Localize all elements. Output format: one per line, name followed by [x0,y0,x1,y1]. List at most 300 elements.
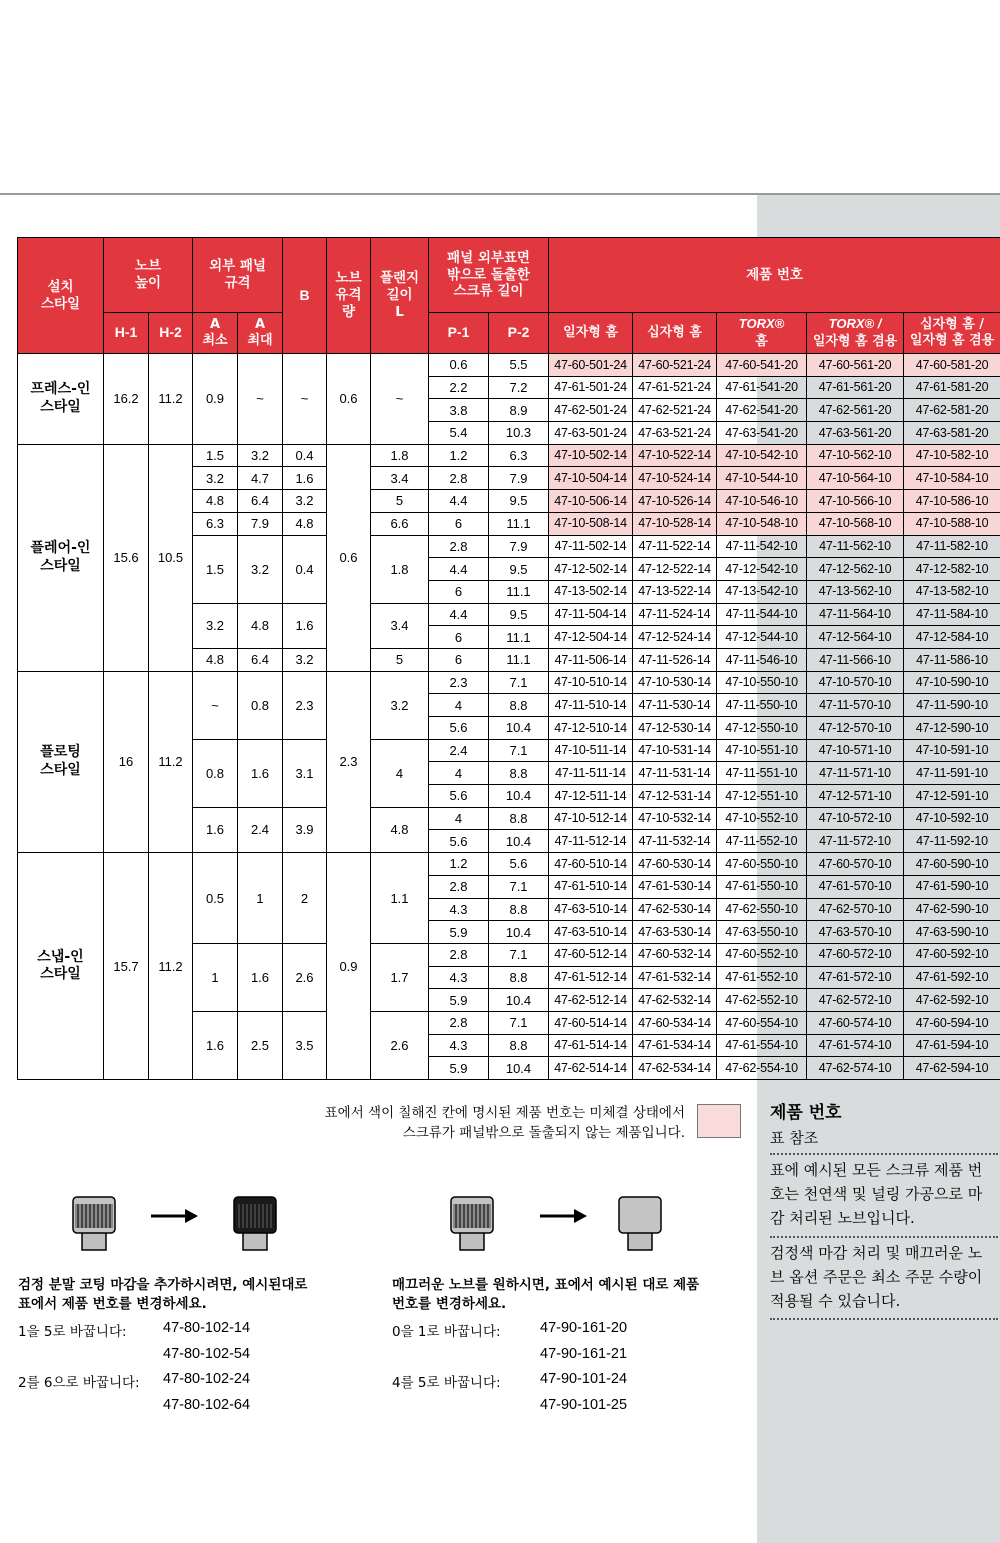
slot-part-number: 47-11-502-14 [549,535,633,558]
cross-slot-part-number: 47-62-594-10 [904,1057,1000,1080]
cross-slot-part-number: 47-60-581-20 [904,354,1000,377]
p2-cell: 10.4 [489,785,549,808]
torx-slot-part-number: 47-11-572-10 [807,830,904,853]
torx-slot-part-number: 47-12-564-10 [807,626,904,649]
cross-slot-part-number: 47-12-590-10 [904,717,1000,740]
th-product-number: 제품 번호 [549,238,1000,313]
flange-length-cell: 1.1 [371,853,429,944]
h1-cell: 15.6 [104,444,149,671]
torx-part-number: 47-10-552-10 [717,807,807,830]
p2-cell: 9.5 [489,490,549,513]
slot-part-number: 47-11-512-14 [549,830,633,853]
a-max-cell: 6.4 [238,490,283,513]
torx-part-number: 47-61-554-10 [717,1034,807,1057]
th-panel-spec: 외부 패널 규격 [193,238,283,313]
torx-slot-part-number: 47-62-572-10 [807,989,904,1012]
a-min-cell: 4.8 [193,648,238,671]
divider [770,1318,998,1320]
cross-slot-part-number: 47-11-592-10 [904,830,1000,853]
torx-slot-part-number: 47-12-562-10 [807,558,904,581]
torx-slot-part-number: 47-60-574-10 [807,1011,904,1034]
cross-part-number: 47-61-530-14 [633,875,717,898]
p2-cell: 7.1 [489,943,549,966]
part-number: 47-90-101-25 [540,1397,628,1413]
torx-slot-part-number: 47-11-566-10 [807,648,904,671]
flange-length-cell: 1.8 [371,535,429,603]
h2-cell: 11.2 [149,671,193,853]
torx-part-number: 47-11-542-10 [717,535,807,558]
sidebar-subtitle: 표 참조 [770,1129,819,1147]
p2-cell: 8.8 [489,807,549,830]
cross-slot-part-number: 47-11-590-10 [904,694,1000,717]
slot-part-number: 47-10-502-14 [549,444,633,467]
p2-cell: 10.4 [489,1057,549,1080]
cross-slot-part-number: 47-11-584-10 [904,603,1000,626]
slot-part-number: 47-61-510-14 [549,875,633,898]
cross-part-number: 47-62-521-24 [633,399,717,422]
p2-cell: 7.2 [489,376,549,399]
b-cell: 1.6 [283,467,327,490]
cross-slot-part-number: 47-13-582-10 [904,580,1000,603]
a-max-cell: 1 [238,853,283,944]
flange-length-cell: 6.6 [371,512,429,535]
smooth-replace-row-2 [392,1371,752,1391]
replace-label: 1을 5로 바꿉니다: [18,1324,127,1340]
cross-slot-part-number: 47-12-591-10 [904,785,1000,808]
torx-slot-part-number: 47-60-572-10 [807,943,904,966]
torx-part-number: 47-62-552-10 [717,989,807,1012]
cross-part-number: 47-10-530-14 [633,671,717,694]
knurled-knob-icon [450,1193,494,1251]
p2-cell: 11.1 [489,512,549,535]
slot-part-number: 47-11-504-14 [549,603,633,626]
cross-slot-part-number: 47-62-581-20 [904,399,1000,422]
part-number: 47-90-161-20 [540,1320,628,1336]
knob-play-cell: 0.6 [327,444,371,671]
p1-cell: 0.6 [429,354,489,377]
cross-part-number: 47-11-532-14 [633,830,717,853]
torx-part-number: 47-10-551-10 [717,739,807,762]
cross-slot-part-number: 47-10-582-10 [904,444,1000,467]
b-cell: ~ [283,354,327,445]
flange-length-cell: ~ [371,354,429,445]
torx-slot-part-number: 47-60-561-20 [807,354,904,377]
p1-cell: 2.8 [429,1011,489,1034]
torx-part-number: 47-10-544-10 [717,467,807,490]
slot-part-number: 47-62-514-14 [549,1057,633,1080]
p2-cell: 10.4 [489,830,549,853]
cross-part-number: 47-12-524-14 [633,626,717,649]
p1-cell: 5.4 [429,422,489,445]
cross-slot-part-number: 47-63-590-10 [904,921,1000,944]
black-coating-note: 검정 분말 코팅 마감을 추가하시려면, 예시된대로 표에서 제품 번호를 변경하세요. [18,1277,308,1312]
cross-slot-part-number: 47-60-590-10 [904,853,1000,876]
th-torx: TORX® 홈 [717,313,807,354]
cross-slot-part-number: 47-10-590-10 [904,671,1000,694]
torx-slot-part-number: 47-10-570-10 [807,671,904,694]
p1-cell: 1.2 [429,444,489,467]
p2-cell: 8.8 [489,898,549,921]
p2-cell: 11.1 [489,626,549,649]
cross-part-number: 47-61-534-14 [633,1034,717,1057]
torx-slot-part-number: 47-62-574-10 [807,1057,904,1080]
slot-part-number: 47-61-501-24 [549,376,633,399]
cross-part-number: 47-12-522-14 [633,558,717,581]
p1-cell: 6 [429,626,489,649]
torx-slot-part-number: 47-61-570-10 [807,875,904,898]
cross-slot-part-number: 47-61-594-10 [904,1034,1000,1057]
part-number: 47-80-102-54 [163,1346,251,1362]
torx-part-number: 47-62-550-10 [717,898,807,921]
knob-play-cell: 0.6 [327,354,371,445]
torx-slot-part-number: 47-13-562-10 [807,580,904,603]
p1-cell: 2.8 [429,535,489,558]
slot-part-number: 47-61-514-14 [549,1034,633,1057]
slot-part-number: 47-13-502-14 [549,580,633,603]
b-cell: 2 [283,853,327,944]
torx-slot-part-number: 47-60-570-10 [807,853,904,876]
b-cell: 3.2 [283,490,327,513]
cross-part-number: 47-62-532-14 [633,989,717,1012]
smooth-knob-note: 매끄러운 노브를 원하시면, 표에서 예시된 대로 제품 번호를 변경하세요. [392,1277,700,1312]
torx-part-number: 47-11-550-10 [717,694,807,717]
legend-text: 표에서 색이 칠해진 칸에 명시된 제품 번호는 미체결 상태에서 스크류가 패널밖으로 돌출되지 않는 제품입니다. [324,1105,685,1141]
a-max-cell: 3.2 [238,444,283,467]
cross-slot-part-number: 47-11-582-10 [904,535,1000,558]
torx-part-number: 47-62-541-20 [717,399,807,422]
p1-cell: 6 [429,580,489,603]
cross-part-number: 47-60-530-14 [633,853,717,876]
th-h1: H-1 [104,313,149,354]
p1-cell: 4 [429,807,489,830]
replace-label: 0을 1로 바꿉니다: [392,1324,501,1340]
a-max-cell: 4.8 [238,603,283,648]
flange-length-cell: 2.6 [371,1011,429,1079]
torx-part-number: 47-60-550-10 [717,853,807,876]
torx-part-number: 47-60-554-10 [717,1011,807,1034]
slot-part-number: 47-11-506-14 [549,648,633,671]
torx-slot-part-number: 47-62-570-10 [807,898,904,921]
table-row [18,354,1000,377]
torx-part-number: 47-63-541-20 [717,422,807,445]
flange-length-cell: 5 [371,648,429,671]
part-number: 47-80-102-24 [163,1371,251,1387]
p2-cell: 8.8 [489,694,549,717]
a-min-cell: 1.6 [193,807,238,852]
a-min-cell: 1.5 [193,535,238,603]
a-max-cell: 6.4 [238,648,283,671]
cross-part-number: 47-63-521-24 [633,422,717,445]
slot-part-number: 47-63-510-14 [549,898,633,921]
h1-cell: 15.7 [104,853,149,1080]
cross-part-number: 47-11-524-14 [633,603,717,626]
a-min-cell: 1.5 [193,444,238,467]
cross-part-number: 47-62-534-14 [633,1057,717,1080]
part-number: 47-80-102-64 [163,1397,251,1413]
flange-length-cell: 4.8 [371,807,429,852]
black-knob-icon [233,1193,277,1251]
p1-cell: 4.3 [429,898,489,921]
cross-part-number: 47-13-522-14 [633,580,717,603]
install-style-cell: 스냅-인 스타일 [18,853,104,1080]
torx-part-number: 47-12-551-10 [717,785,807,808]
p1-cell: 2.8 [429,467,489,490]
p2-cell: 8.9 [489,399,549,422]
th-screw-length: 패널 외부표면 밖으로 돌출한 스크류 길이 [429,238,549,313]
torx-slot-part-number: 47-11-570-10 [807,694,904,717]
torx-slot-part-number: 47-10-568-10 [807,512,904,535]
arrow-right-icon [151,1207,199,1225]
cross-slot-part-number: 47-62-590-10 [904,898,1000,921]
slot-part-number: 47-12-511-14 [549,785,633,808]
slot-part-number: 47-63-510-14 [549,921,633,944]
p1-cell: 6 [429,648,489,671]
torx-slot-part-number: 47-10-571-10 [807,739,904,762]
cross-part-number: 47-10-531-14 [633,739,717,762]
slot-part-number: 47-11-510-14 [549,694,633,717]
cross-slot-part-number: 47-61-590-10 [904,875,1000,898]
a-max-cell: ~ [238,354,283,445]
p1-cell: 5.9 [429,1057,489,1080]
p2-cell: 8.8 [489,762,549,785]
cross-part-number: 47-11-530-14 [633,694,717,717]
part-number: 47-90-101-24 [540,1371,628,1387]
slot-part-number: 47-10-508-14 [549,512,633,535]
cross-part-number: 47-60-532-14 [633,943,717,966]
legend-swatch [697,1104,741,1138]
flange-length-cell: 3.2 [371,671,429,739]
th-p2: P-2 [489,313,549,354]
p1-cell: 2.4 [429,739,489,762]
p2-cell: 7.9 [489,467,549,490]
p1-cell: 4.4 [429,558,489,581]
cross-slot-part-number: 47-12-582-10 [904,558,1000,581]
slot-part-number: 47-62-512-14 [549,989,633,1012]
th-p1: P-1 [429,313,489,354]
table-row [18,444,1000,467]
replace-label: 4를 5로 바꿉니다: [392,1375,501,1391]
cross-part-number: 47-61-521-24 [633,376,717,399]
b-cell: 0.4 [283,535,327,603]
torx-part-number: 47-13-542-10 [717,580,807,603]
slot-part-number: 47-10-504-14 [549,467,633,490]
torx-slot-part-number: 47-11-564-10 [807,603,904,626]
a-max-cell: 1.6 [238,943,283,1011]
a-min-cell: 4.8 [193,490,238,513]
a-min-cell: 0.5 [193,853,238,944]
torx-part-number: 47-10-546-10 [717,490,807,513]
torx-slot-part-number: 47-10-566-10 [807,490,904,513]
a-max-cell: 4.7 [238,467,283,490]
a-min-cell: 1.6 [193,1011,238,1079]
p2-cell: 10.4 [489,989,549,1012]
torx-part-number: 47-11-551-10 [717,762,807,785]
torx-slot-part-number: 47-11-562-10 [807,535,904,558]
a-min-cell: 6.3 [193,512,238,535]
p1-cell: 4 [429,694,489,717]
cross-slot-part-number: 47-62-592-10 [904,989,1000,1012]
cross-part-number: 47-10-522-14 [633,444,717,467]
smooth-replace-row-1 [392,1320,752,1340]
torx-part-number: 47-11-544-10 [717,603,807,626]
black-replace-row-1 [18,1320,398,1340]
table-row [18,671,1000,694]
sidebar-title: 제품 번호 [770,1103,842,1123]
slot-part-number: 47-11-511-14 [549,762,633,785]
slot-part-number: 47-10-510-14 [549,671,633,694]
flange-length-cell: 3.4 [371,467,429,490]
p2-cell: 11.1 [489,580,549,603]
p1-cell: 5.6 [429,830,489,853]
torx-part-number: 47-11-546-10 [717,648,807,671]
h1-cell: 16 [104,671,149,853]
cross-slot-part-number: 47-60-592-10 [904,943,1000,966]
torx-slot-part-number: 47-12-571-10 [807,785,904,808]
torx-part-number: 47-12-550-10 [717,717,807,740]
smooth-replace-row-1b [392,1346,752,1366]
b-cell: 3.9 [283,807,327,852]
a-max-cell: 7.9 [238,512,283,535]
cross-part-number: 47-10-528-14 [633,512,717,535]
torx-part-number: 47-10-548-10 [717,512,807,535]
p1-cell: 5.9 [429,989,489,1012]
knob-play-cell: 0.9 [327,853,371,1080]
part-number: 47-90-161-21 [540,1346,628,1362]
divider [770,1153,998,1155]
p2-cell: 9.5 [489,558,549,581]
install-style-cell: 플레어-인 스타일 [18,444,104,671]
replace-label: 2를 6으로 바꿉니다: [18,1375,140,1391]
th-knob-play: 노브 유격 량 [327,238,371,354]
cross-slot-part-number: 47-11-591-10 [904,762,1000,785]
p1-cell: 6 [429,512,489,535]
black-replace-row-2 [18,1371,398,1391]
cross-slot-part-number: 47-10-586-10 [904,490,1000,513]
torx-slot-part-number: 47-63-570-10 [807,921,904,944]
p2-cell: 5.6 [489,853,549,876]
knob-play-cell: 2.3 [327,671,371,853]
flange-length-cell: 4 [371,739,429,807]
p1-cell: 2.8 [429,943,489,966]
arrow-right-icon [540,1207,588,1225]
cross-slot-part-number: 47-63-581-20 [904,422,1000,445]
table-body [18,354,1000,1080]
p1-cell: 4 [429,762,489,785]
torx-slot-part-number: 47-63-561-20 [807,422,904,445]
cross-slot-part-number: 47-61-581-20 [904,376,1000,399]
torx-part-number: 47-10-550-10 [717,671,807,694]
flange-length-cell: 1.8 [371,444,429,467]
p2-cell: 10.4 [489,921,549,944]
slot-part-number: 47-60-514-14 [549,1011,633,1034]
cross-part-number: 47-60-521-24 [633,354,717,377]
p1-cell: 3.8 [429,399,489,422]
a-max-cell: 1.6 [238,739,283,807]
cross-slot-part-number: 47-11-586-10 [904,648,1000,671]
torx-slot-part-number: 47-62-561-20 [807,399,904,422]
p1-cell: 4.3 [429,1034,489,1057]
h1-cell: 16.2 [104,354,149,445]
slot-part-number: 47-10-506-14 [549,490,633,513]
sidebar-paragraph-1: 표에 예시된 모든 스크류 제품 번호는 천연색 및 널링 가공으로 마감 처리된 노브입니다. [770,1161,983,1227]
a-min-cell: 0.9 [193,354,238,445]
p2-cell: 7.1 [489,1011,549,1034]
p1-cell: 5.6 [429,785,489,808]
p1-cell: 5.6 [429,717,489,740]
cross-part-number: 47-12-531-14 [633,785,717,808]
torx-slot-part-number: 47-61-561-20 [807,376,904,399]
torx-slot-part-number: 47-61-574-10 [807,1034,904,1057]
th-a-min: A 최소 [193,313,238,354]
cross-slot-part-number: 47-10-588-10 [904,512,1000,535]
torx-part-number: 47-12-542-10 [717,558,807,581]
torx-part-number: 47-12-544-10 [717,626,807,649]
th-torx-slot: TORX® / 일자형 홈 겸용 [807,313,904,354]
slot-part-number: 47-12-502-14 [549,558,633,581]
black-replace-row-2b [18,1397,398,1417]
b-cell: 2.3 [283,671,327,739]
slot-part-number: 47-12-510-14 [549,717,633,740]
cross-part-number: 47-12-530-14 [633,717,717,740]
p2-cell: 7.9 [489,535,549,558]
torx-slot-part-number: 47-10-572-10 [807,807,904,830]
a-min-cell: 3.2 [193,603,238,648]
cross-slot-part-number: 47-10-584-10 [904,467,1000,490]
a-max-cell: 3.2 [238,535,283,603]
th-flange-length: 플랜지 길이 L [371,238,429,354]
slot-part-number: 47-60-510-14 [549,853,633,876]
p2-cell: 9.5 [489,603,549,626]
divider [770,1236,998,1238]
p2-cell: 7.1 [489,671,549,694]
torx-part-number: 47-63-550-10 [717,921,807,944]
cross-part-number: 47-63-530-14 [633,921,717,944]
a-min-cell: ~ [193,671,238,739]
flange-length-cell: 3.4 [371,603,429,648]
cross-slot-part-number: 47-10-592-10 [904,807,1000,830]
th-h2: H-2 [149,313,193,354]
cross-slot-part-number: 47-12-584-10 [904,626,1000,649]
p1-cell: 4.3 [429,966,489,989]
th-b: B [283,238,327,354]
a-max-cell: 0.8 [238,671,283,739]
a-max-cell: 2.5 [238,1011,283,1079]
torx-slot-part-number: 47-61-572-10 [807,966,904,989]
p2-cell: 8.8 [489,1034,549,1057]
th-slot: 일자형 홈 [549,313,633,354]
p2-cell: 5.5 [489,354,549,377]
cross-part-number: 47-60-534-14 [633,1011,717,1034]
product-table [17,237,1000,1080]
torx-part-number: 47-61-550-10 [717,875,807,898]
h2-cell: 11.2 [149,354,193,445]
flange-length-cell: 5 [371,490,429,513]
cross-slot-part-number: 47-10-591-10 [904,739,1000,762]
cross-part-number: 47-11-526-14 [633,648,717,671]
p1-cell: 2.3 [429,671,489,694]
p1-cell: 5.9 [429,921,489,944]
p2-cell: 6.3 [489,444,549,467]
torx-part-number: 47-61-552-10 [717,966,807,989]
p1-cell: 2.8 [429,875,489,898]
p2-cell: 10.4 [489,717,549,740]
b-cell: 2.6 [283,943,327,1011]
a-min-cell: 1 [193,943,238,1011]
cross-part-number: 47-61-532-14 [633,966,717,989]
th-cross-slot: 십자형 홈 / 일자형 홈 겸용 [904,313,1000,354]
torx-part-number: 47-62-554-10 [717,1057,807,1080]
p1-cell: 4.4 [429,490,489,513]
